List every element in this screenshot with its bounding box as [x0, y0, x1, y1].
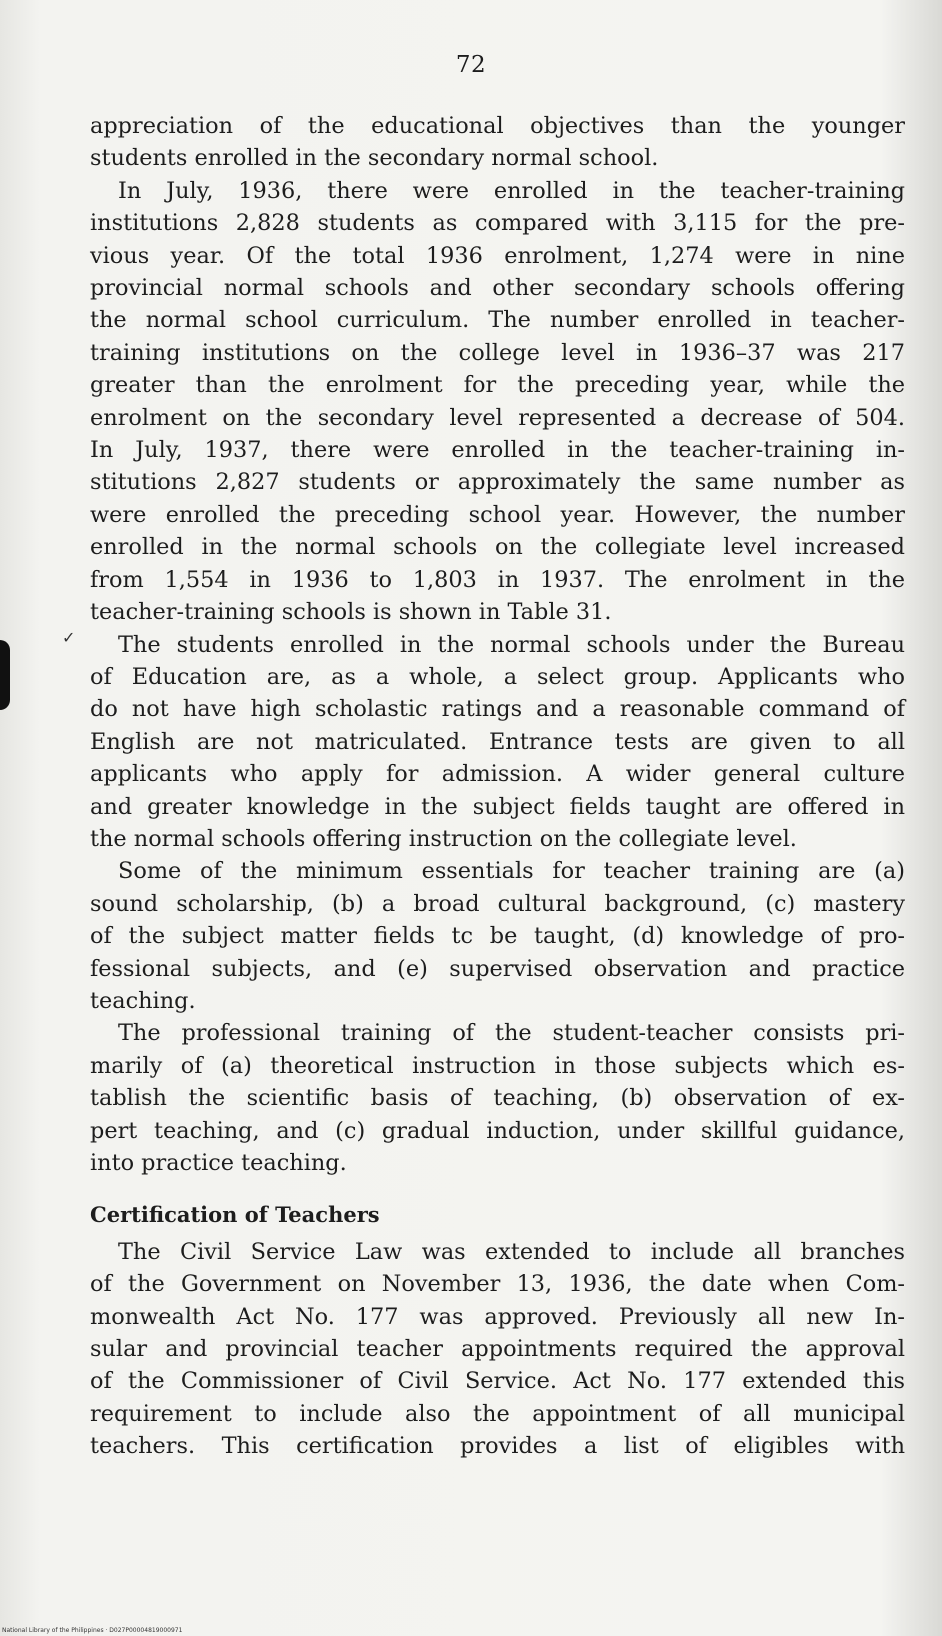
text-line: sular and provincial teacher appointments required the approval [90, 1336, 905, 1363]
paragraph [90, 855, 905, 1017]
text-line: training institutions on the college level in 1936–37 was 217 [90, 339, 905, 366]
text-line: appreciation of the educational objectives than the younger [90, 113, 905, 139]
text-line: stitutions 2,827 students or approximately the same number as [90, 469, 905, 496]
text-line: teachers. This certification provides a list of eligibles with [90, 1433, 905, 1460]
text-line: and greater knowledge in the subject fields taught are offered in [90, 793, 905, 820]
text-line: pert teaching, and (c) gradual induction, under skillful guidance, [90, 1117, 905, 1144]
paragraph [90, 175, 905, 629]
paragraph [90, 629, 905, 856]
text-line: of the subject matter fields tc be taught, (d) knowledge of pro- [90, 923, 905, 950]
text-line: English are not matriculated. Entrance tests are given to all [90, 728, 905, 755]
text-line: Some of the minimum essentials for teacher training are (a) [118, 858, 905, 885]
text-line: were enrolled the preceding school year. However, the number [90, 501, 905, 528]
text-line: teaching. [90, 987, 196, 1014]
text-line: enrolled in the normal schools on the collegiate level increased [90, 534, 905, 561]
text-line: institutions 2,828 students as compared with 3,115 for the pre- [90, 210, 905, 237]
body-text [90, 110, 905, 1463]
text-line: students enrolled in the secondary normal school. [90, 145, 659, 172]
text-line: do not have high scholastic ratings and a reasonable command of [90, 696, 905, 723]
text-line: fessional subjects, and (e) supervised observation and practice [90, 955, 905, 982]
text-line: The students enrolled in the normal schools under the Bureau [118, 631, 905, 658]
text-line: tablish the scientific basis of teaching, (b) observation of ex- [90, 1085, 905, 1112]
text-line: In July, 1936, there were enrolled in the teacher-training [118, 177, 905, 204]
text-line: of the Government on November 13, 1936, the date when Com- [90, 1271, 905, 1298]
text-line: greater than the enrolment for the preceding year, while the [90, 372, 905, 399]
text-line: from 1,554 in 1936 to 1,803 in 1937. The enrolment in the [90, 566, 905, 593]
margin-check-mark: ✓ [62, 628, 76, 647]
text-line: monwealth Act No. 177 was approved. Previously all new In- [90, 1303, 905, 1330]
text-line: vious year. Of the total 1936 enrolment, 1,274 were in nine [90, 242, 905, 269]
text-line: teacher-training schools is shown in Table 31. [90, 599, 612, 626]
text-line: The Civil Service Law was extended to include all branches [118, 1238, 905, 1265]
text-line: of Education are, as a whole, a select group. Applicants who [90, 663, 905, 690]
binding-shadow [0, 640, 10, 710]
text-line: marily of (a) theoretical instruction in those subjects which es- [90, 1052, 905, 1079]
text-line: of the Commissioner of Civil Service. Act No. 177 extended this [90, 1368, 905, 1395]
text-line: provincial normal schools and other secondary schools offering [90, 275, 905, 302]
text-line: enrolment on the secondary level represented a decrease of 504. [90, 404, 905, 431]
text-line: into practice teaching. [90, 1150, 347, 1176]
paragraph [90, 1017, 905, 1179]
section-heading: Certification of Teachers [90, 1202, 380, 1228]
text-line: requirement to include also the appointment of all municipal [90, 1400, 905, 1427]
paragraph [90, 1236, 905, 1463]
page-number: 72 [455, 52, 487, 78]
text-line: the normal school curriculum. The number enrolled in teacher- [90, 307, 905, 334]
text-line: applicants who apply for admission. A wider general culture [90, 761, 905, 788]
paragraph [90, 110, 905, 175]
text-line: sound scholarship, (b) a broad cultural background, (c) mastery [90, 890, 905, 917]
text-line: The professional training of the student-teacher consists pri- [118, 1020, 905, 1047]
text-line: the normal schools offering instruction on the collegiate level. [90, 825, 797, 852]
text-line: In July, 1937, there were enrolled in the teacher-training in- [90, 437, 905, 464]
scan-footer: National Library of the Philippines · D027P00004819000971 [2, 1627, 183, 1634]
